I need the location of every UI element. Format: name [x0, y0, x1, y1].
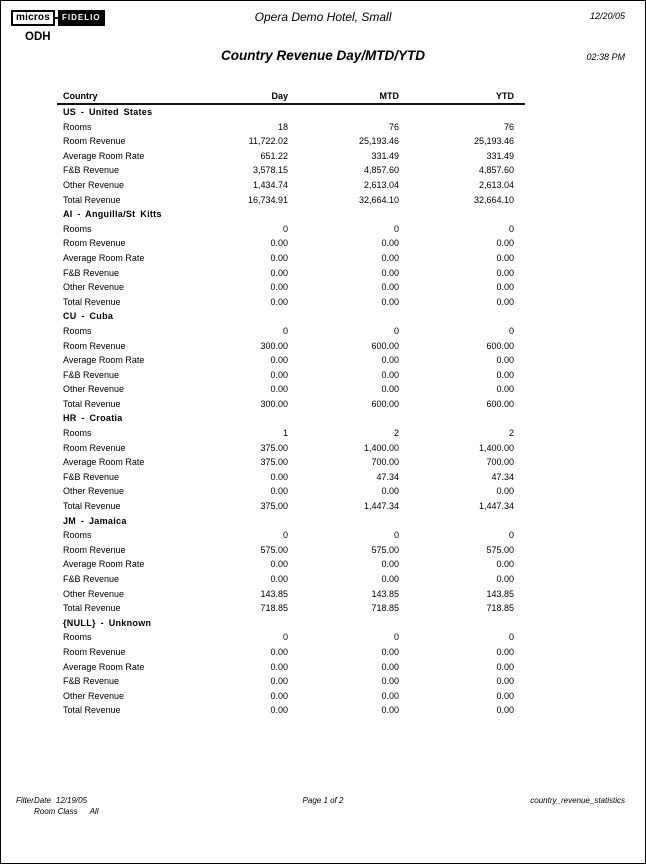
table-row	[57, 587, 525, 602]
row-value: 575.00	[260, 544, 288, 555]
row-value: 0.00	[381, 355, 399, 366]
row-label: Rooms	[63, 632, 92, 643]
row-value: 0	[282, 632, 288, 643]
row-value: 0.00	[270, 559, 288, 570]
row-value: 0	[282, 530, 288, 541]
row-label: Rooms	[63, 325, 92, 336]
row-value: 375.00	[260, 501, 288, 512]
row-value: 0.00	[381, 486, 399, 497]
row-value: 0.00	[270, 661, 288, 672]
row-value: 0	[393, 632, 399, 643]
table-row	[57, 222, 525, 237]
row-value: 0.00	[496, 559, 514, 570]
row-value: 2	[508, 428, 514, 439]
row-value: 1,447.34	[478, 501, 514, 512]
row-label: Average Room Rate	[63, 457, 145, 468]
row-value: 0	[508, 530, 514, 541]
row-value: 300.00	[260, 398, 288, 409]
row-value: 0.00	[270, 690, 288, 701]
row-value: 47.34	[491, 471, 514, 482]
table-row	[57, 528, 525, 543]
section-header-row	[57, 309, 525, 324]
row-label: Room Revenue	[63, 442, 126, 453]
row-label: Other Revenue	[63, 690, 125, 701]
table-row	[57, 149, 525, 164]
row-value: 3,578.15	[252, 165, 288, 176]
row-value: 0.00	[270, 646, 288, 657]
row-label: F&B Revenue	[63, 267, 120, 278]
row-value: 0.00	[270, 471, 288, 482]
row-value: 0.00	[381, 267, 399, 278]
row-value: 0.00	[496, 296, 514, 307]
table-row	[57, 630, 525, 645]
row-value: 0.00	[381, 676, 399, 687]
row-value: 0.00	[270, 355, 288, 366]
section-country-label: CU - Cuba	[63, 311, 114, 322]
table-row	[57, 339, 525, 354]
report-id: country_revenue_statistics	[530, 796, 625, 805]
row-value: 0.00	[381, 705, 399, 716]
row-value: 0.00	[270, 384, 288, 395]
micros-logo-text: micros	[11, 10, 55, 26]
row-label: Average Room Rate	[63, 559, 145, 570]
row-value: 0.00	[496, 252, 514, 263]
row-value: 0.00	[381, 238, 399, 249]
section-country-label: HR - Croatia	[63, 413, 123, 424]
room-class-value: All	[89, 807, 99, 816]
table-row	[57, 645, 525, 660]
row-value: 1	[282, 428, 288, 439]
table-row	[57, 470, 525, 485]
table-row	[57, 266, 525, 281]
row-value: 32,664.10	[358, 194, 399, 205]
row-value: 375.00	[260, 442, 288, 453]
row-value: 0.00	[381, 661, 399, 672]
row-value: 0.00	[381, 690, 399, 701]
row-value: 4,857.60	[363, 165, 399, 176]
column-header-day: Day	[271, 91, 288, 101]
column-header-country: Country	[63, 91, 98, 101]
row-value: 18	[277, 121, 288, 132]
row-value: 0.00	[496, 384, 514, 395]
row-value: 2,613.04	[478, 179, 514, 190]
table-row	[57, 368, 525, 383]
table-row	[57, 674, 525, 689]
table-row	[57, 134, 525, 149]
row-value: 0.00	[496, 676, 514, 687]
table-row	[57, 484, 525, 499]
row-label: Total Revenue	[63, 501, 121, 512]
row-value: 0	[282, 325, 288, 336]
row-label: Other Revenue	[63, 179, 125, 190]
row-label: Other Revenue	[63, 282, 125, 293]
column-header-ytd: YTD	[496, 91, 514, 101]
row-value: 0.00	[496, 646, 514, 657]
row-value: 0	[282, 223, 288, 234]
fidelio-logo-text: FIDELIO	[58, 10, 105, 26]
row-value: 0.00	[270, 676, 288, 687]
row-value: 0.00	[381, 384, 399, 395]
row-value: 718.85	[486, 603, 514, 614]
table-row	[57, 178, 525, 193]
row-value: 0	[508, 632, 514, 643]
row-value: 375.00	[260, 457, 288, 468]
row-value: 11,722.02	[248, 136, 288, 147]
property-code: ODH	[25, 31, 51, 43]
table-row	[57, 353, 525, 368]
row-label: Rooms	[63, 530, 92, 541]
row-label: Total Revenue	[63, 398, 121, 409]
row-value: 0.00	[381, 646, 399, 657]
section-country-label: JM - Jamaica	[63, 515, 127, 526]
row-value: 1,400.00	[363, 442, 399, 453]
row-value: 0.00	[496, 486, 514, 497]
row-value: 2,613.04	[363, 179, 399, 190]
table-row	[57, 193, 525, 208]
row-value: 1,447.34	[363, 501, 399, 512]
row-value: 25,193.46	[473, 136, 514, 147]
row-label: Room Revenue	[63, 136, 126, 147]
date-value: 12/19/05	[55, 796, 88, 805]
row-label: Rooms	[63, 121, 92, 132]
table-row	[57, 163, 525, 178]
row-value: 0.00	[381, 296, 399, 307]
row-value: 0.00	[270, 267, 288, 278]
filter-label: Filter	[16, 796, 34, 805]
row-value: 331.49	[486, 150, 514, 161]
row-value: 0.00	[270, 296, 288, 307]
section-country-label: AI - Anguilla/St Kitts	[63, 209, 162, 220]
page-indicator: Page 1 of 2	[302, 796, 344, 805]
row-value: 0.00	[496, 369, 514, 380]
table-row	[57, 426, 525, 441]
row-label: Room Revenue	[63, 646, 126, 657]
row-value: 143.85	[486, 588, 514, 599]
row-label: Total Revenue	[63, 705, 121, 716]
row-value: 0.00	[496, 282, 514, 293]
table-row	[57, 280, 525, 295]
row-value: 0.00	[496, 574, 514, 584]
column-header-mtd: MTD	[379, 91, 399, 101]
row-label: Average Room Rate	[63, 150, 145, 161]
row-value: 16,734.91	[247, 194, 288, 205]
row-value: 0.00	[270, 486, 288, 497]
row-value: 0.00	[496, 705, 514, 716]
row-value: 700.00	[486, 457, 514, 468]
row-label: F&B Revenue	[63, 165, 120, 176]
row-value: 0.00	[496, 690, 514, 701]
row-value: 2	[393, 428, 399, 439]
table-row	[57, 397, 525, 412]
row-label: F&B Revenue	[63, 676, 120, 687]
table-row	[57, 236, 525, 251]
row-value: 600.00	[371, 398, 399, 409]
row-value: 143.85	[371, 588, 399, 599]
row-value: 600.00	[486, 398, 514, 409]
row-value: 0.00	[381, 574, 399, 584]
section-header-row	[57, 616, 525, 631]
table-row	[57, 382, 525, 397]
row-value: 0	[393, 530, 399, 541]
row-label: Total Revenue	[63, 194, 121, 205]
section-header-row	[57, 411, 525, 426]
row-value: 718.85	[260, 603, 288, 614]
row-value: 0.00	[381, 369, 399, 380]
table-column-header-row	[57, 89, 525, 105]
table-row	[57, 251, 525, 266]
row-value: 0.00	[381, 252, 399, 263]
row-value: 0.00	[270, 282, 288, 293]
row-label: F&B Revenue	[63, 574, 120, 584]
country-revenue-table	[57, 89, 525, 718]
row-label: Room Revenue	[63, 340, 126, 351]
row-value: 575.00	[371, 544, 399, 555]
row-value: 1,434.74	[252, 179, 288, 190]
row-label: Average Room Rate	[63, 355, 145, 366]
report-title: Country Revenue Day/MTD/YTD	[220, 48, 426, 63]
row-value: 0	[393, 223, 399, 234]
row-value: 143.85	[260, 588, 288, 599]
date-label: Date	[34, 796, 51, 805]
row-label: Other Revenue	[63, 486, 125, 497]
table-row	[57, 295, 525, 310]
table-row	[57, 601, 525, 616]
row-label: Room Revenue	[63, 238, 126, 249]
row-value: 300.00	[260, 340, 288, 351]
row-value: 331.49	[371, 150, 399, 161]
row-label: Rooms	[63, 223, 92, 234]
row-label: F&B Revenue	[63, 369, 120, 380]
table-row	[57, 689, 525, 704]
row-value: 25,193.46	[358, 136, 399, 147]
filter-room-class-row	[34, 807, 98, 816]
table-row	[57, 557, 525, 572]
row-value: 76	[503, 121, 514, 132]
row-value: 575.00	[486, 544, 514, 555]
row-label: Rooms	[63, 428, 92, 439]
table-row	[57, 324, 525, 339]
table-row	[57, 660, 525, 675]
row-value: 0.00	[270, 574, 288, 584]
table-row	[57, 499, 525, 514]
row-label: Average Room Rate	[63, 252, 145, 263]
section-header-row	[57, 207, 525, 222]
table-row	[57, 441, 525, 456]
row-value: 0.00	[270, 252, 288, 263]
section-header-row	[57, 105, 525, 120]
row-value: 0	[508, 223, 514, 234]
row-label: Total Revenue	[63, 296, 121, 307]
row-label: Average Room Rate	[63, 661, 145, 672]
report-run-time: 02:38 PM	[586, 52, 625, 62]
row-value: 0.00	[270, 238, 288, 249]
row-label: Other Revenue	[63, 588, 125, 599]
table-row	[57, 572, 525, 587]
row-value: 4,857.60	[478, 165, 514, 176]
row-value: 1,400.00	[478, 442, 514, 453]
table-body	[57, 105, 525, 718]
table-row	[57, 543, 525, 558]
row-label: Room Revenue	[63, 544, 126, 555]
section-country-label: {NULL} - Unknown	[63, 617, 152, 628]
row-label: Other Revenue	[63, 384, 125, 395]
row-value: 0.00	[270, 369, 288, 380]
room-class-label: Room Class	[34, 807, 78, 816]
row-label: Total Revenue	[63, 603, 121, 614]
table-row	[57, 703, 525, 718]
row-value: 700.00	[371, 457, 399, 468]
row-value: 0	[393, 325, 399, 336]
row-value: 0.00	[381, 282, 399, 293]
section-country-label: US - United States	[63, 107, 153, 117]
row-value: 0	[508, 325, 514, 336]
row-value: 0.00	[270, 705, 288, 716]
row-value: 600.00	[486, 340, 514, 351]
table-row	[57, 455, 525, 470]
report-run-date: 12/20/05	[589, 11, 625, 21]
row-label: F&B Revenue	[63, 471, 120, 482]
row-value: 0.00	[496, 355, 514, 366]
row-value: 0.00	[496, 267, 514, 278]
row-value: 76	[388, 121, 399, 132]
row-value: 0.00	[496, 238, 514, 249]
row-value: 0.00	[381, 559, 399, 570]
report-footer	[1, 783, 645, 863]
row-value: 718.85	[371, 603, 399, 614]
row-value: 32,664.10	[473, 194, 514, 205]
table-row	[57, 120, 525, 135]
row-value: 651.22	[260, 150, 288, 161]
row-value: 600.00	[371, 340, 399, 351]
row-value: 0.00	[496, 661, 514, 672]
section-header-row	[57, 514, 525, 529]
hotel-name: Opera Demo Hotel, Small	[254, 10, 392, 24]
row-value: 47.34	[376, 471, 399, 482]
